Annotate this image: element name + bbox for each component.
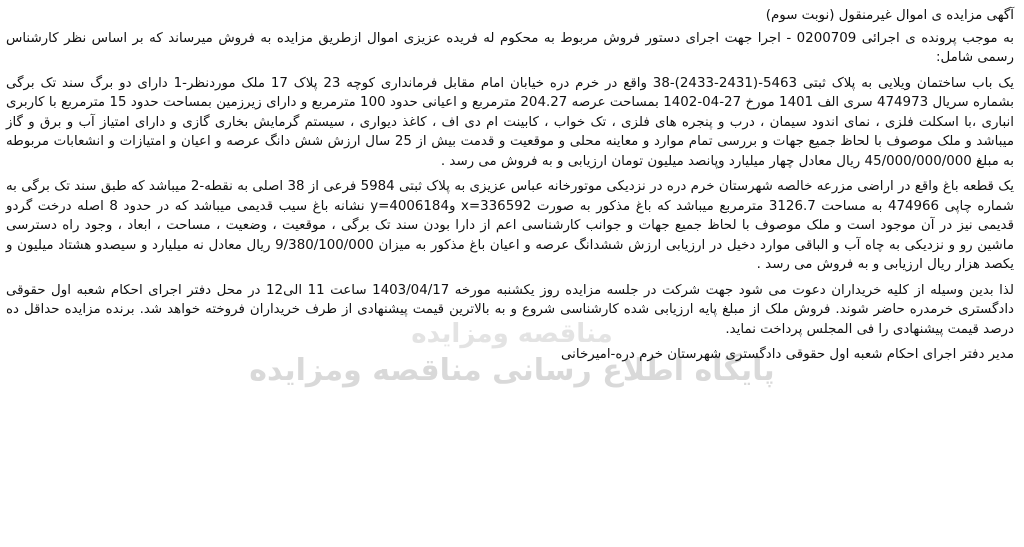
auction-invitation: لذا بدین وسیله از کلیه خریداران دعوت می شود جهت شرکت در جلسه مزایده روز یکشنبه مورخه 1403/04/17 ساعت 11 الی12 در محل دفتر اجرای احکام شعبه اول حقوقی دادگستری خرمدره حاضر شوند. فروش ملک از مبلغ پایه ارزیابی شده کارشناسی شروع و به بالاترین قیمت پیشنهادی از طرف خریداران فروخته خواهد شد. برنده مزایده حداقل ده درصد قیمت پیشنهادی را فی المجلس پرداخت نماید. bbox=[6, 282, 1015, 337]
watermark-text-secondary: مناقصه ومزایده bbox=[411, 319, 613, 349]
notice-title: آگهی مزایده ی اموال غیرمنقول (نوبت سوم) bbox=[765, 8, 1014, 23]
watermark-text: پایگاه اطلاع رسانی مناقصه ومزایده bbox=[249, 353, 775, 388]
signature-line: مدیر دفتر اجرای احکام شعبه اول حقوقی دادگستری شهرستان خرم دره-امیرخانی bbox=[560, 347, 1014, 362]
property-item-2: یک قطعه باغ واقع در اراضی مزرعه خالصه شهرستان خرم دره در نزدیکی موتورخانه عباس عزیزی به پلاک ثبتی 5984 فرعی از 38 اصلی به نقطه-2 میباشد که طبق سند تک برگی به شماره چاپی 474966 به مساحت 3126.7 مترمربع میباشد که باغ مذکور به صورت x=336592 وy=4006184 نشانه باغ سیب قدیمی میباشد که در حدود 8 اصله درخت گردو قدیمی نیز در آن موجود است و ملک موصوف با لحاظ جمیع جهات و جوانب کارشناسی اعم از دارا بودن سند تک برگی ، موقعیت ، وضعیت ، مساحت ، ابعاد ، وجود راه دسترسی ماشین رو و نزدیکی به چاه آب و الباقی موارد دخیل در ارزیابی ارزش ششدانگ عرصه و اعیان باغ مذکور به میزان 9/380/100/000 ریال معادل نه میلیارد و سیصدو هشتاد میلیون و یکصد هزار ریال ارزیابی و به فروش می رسد . bbox=[6, 179, 1014, 272]
property-item-1: یک باب ساختمان ویلایی به پلاک ثبتی 5463-(2431-2433)-38 واقع در خرم دره خیابان امام مقابل فرمانداری کوچه 23 پلاک 17 ملک موردنظر-1 دارای دو برگ سند تک برگی بشماره سریال 474973 سری الف 1401 مورخ 27-04-1402 بمساحت عرصه 204.27 مترمربع و اعیانی حدود 100 مترمربع و دارای زیرزمین بمساحت حدود 15 مترمربع با کاربری انباری ،با اسکلت فلزی ، نمای اندود سیمان ، درب و پنجره های فلزی ، تک خواب ، کابینت ام دی اف ، کاغذ دیواری ، سیستم گرمایش بخاری گازی و دارای امتیاز آب و برق و گاز میباشد و ملک موصوف با لحاظ جمیع جهات و بررسی تمام موارد و معاینه محلی و موقعیت و قدمت بیش از 25 سال ارزش شش دانگ عرصه و اعیان و امتیازات و انشعابات مربوطه به مبلغ 45/000/000/000 ریال معادل چهار میلیارد وپانصد میلیون تومان ارزیابی و به فروش می رسد . bbox=[6, 75, 1015, 169]
auction-notice bbox=[6, 6, 1014, 365]
notice-intro: به موجب پرونده ی اجرائی 0200709 - اجرا جهت اجرای دستور فروش مربوط به محکوم له فریده عزیزی اموال ازطریق مزایده به فروش میرساند که بر اساس نظر کارشناس رسمی شامل: bbox=[6, 30, 1014, 65]
